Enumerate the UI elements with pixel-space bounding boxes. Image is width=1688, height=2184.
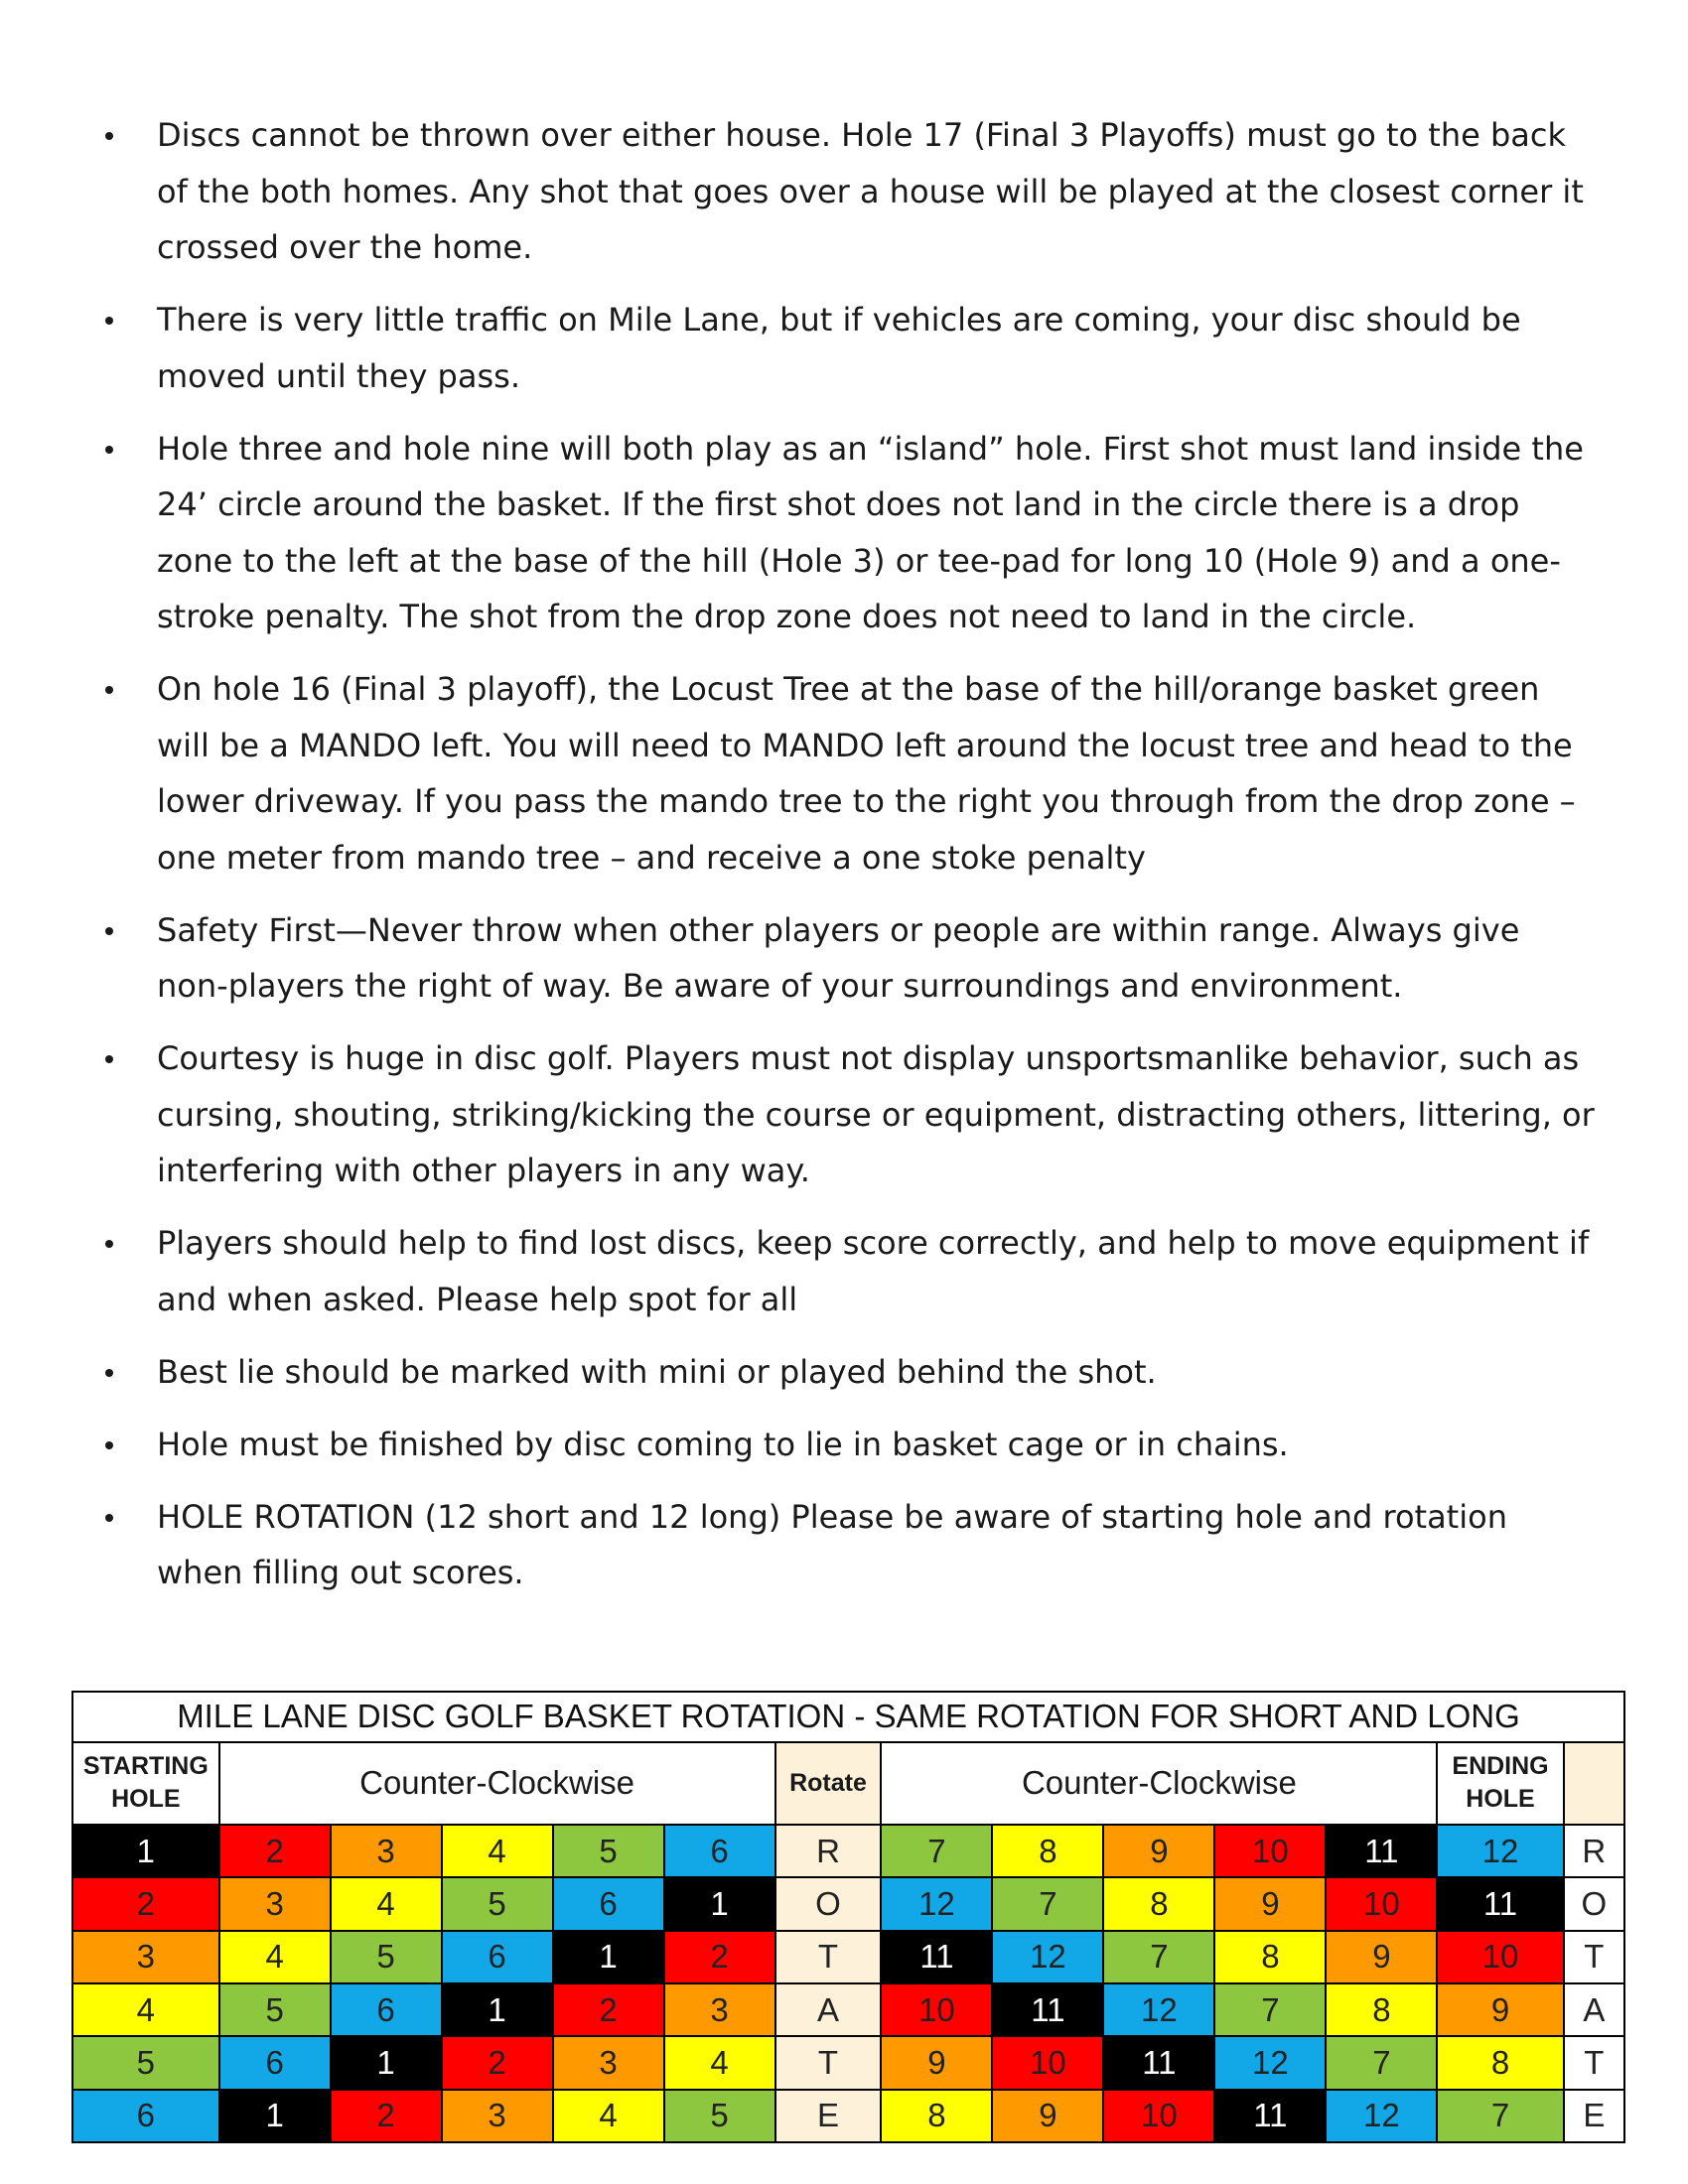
rule-text: Best lie should be marked with mini or played behind the shot. [157, 1352, 1157, 1391]
hole-cell: 12 [992, 1931, 1103, 1983]
basket-rotation-table [71, 1691, 1625, 2143]
hole-cell: 4 [219, 1931, 331, 1983]
hole-cell: 6 [72, 2090, 219, 2142]
hole-cell: 11 [1103, 2036, 1214, 2089]
hole-cell: 6 [331, 1983, 442, 2036]
hole-cell: 4 [664, 2036, 775, 2089]
ccw-header-left: Counter-Clockwise [219, 1742, 775, 1825]
hole-cell: 3 [72, 1931, 219, 1983]
hole-cell: 5 [219, 1983, 331, 2036]
rule-text: Courtesy is huge in disc golf. Players must not display unsportsmanlike behavior, such as cursing, shouting, striking/kicking the course or equipment, distracting others, littering, or interfering with other players in any way. [157, 1039, 1595, 1189]
hole-cell: 10 [1103, 2090, 1214, 2142]
rule-item [105, 1215, 1595, 1327]
hole-cell: 10 [1326, 1877, 1437, 1930]
hole-cell: 2 [219, 1825, 331, 1877]
starting-hole-header: STARTING HOLE [72, 1742, 219, 1825]
bullet-icon [105, 446, 113, 454]
hole-cell: 7 [881, 1825, 992, 1877]
rule-text: Safety First—Never throw when other players or people are within range. Always give non-players the right of way. Be aware of your surroundings and environment. [157, 910, 1520, 1005]
rule-text: There is very little traffic on Mile Lane, but if vehicles are coming, your disc should be moved until they pass. [157, 301, 1521, 395]
hole-cell: 2 [553, 1983, 664, 2036]
rule-item [105, 1344, 1595, 1401]
hole-cell: 11 [881, 1931, 992, 1983]
rule-item [105, 902, 1595, 1015]
table-title: MILE LANE DISC GOLF BASKET ROTATION - SAME ROTATION FOR SHORT AND LONG [72, 1692, 1624, 1742]
hole-cell: 9 [1326, 1931, 1437, 1983]
rotate-letter: T [775, 2036, 882, 2089]
hole-cell: 8 [1103, 1877, 1214, 1930]
bullet-icon [105, 1055, 113, 1063]
hole-cell: 2 [72, 1877, 219, 1930]
hole-cell: 8 [881, 2090, 992, 2142]
hole-cell: 7 [1103, 1931, 1214, 1983]
hole-cell: 5 [72, 2036, 219, 2089]
ccw-header-right: Counter-Clockwise [881, 1742, 1437, 1825]
hole-cell: 2 [664, 1931, 775, 1983]
hole-cell: 8 [1214, 1931, 1326, 1983]
hole-cell: 8 [1326, 1983, 1437, 2036]
hole-cell: 5 [331, 1931, 442, 1983]
hole-cell: 9 [992, 2090, 1103, 2142]
hole-cell: 1 [553, 1931, 664, 1983]
bullet-icon [105, 686, 113, 694]
rotate-letter: E [775, 2090, 882, 2142]
bullet-icon [105, 927, 113, 935]
hole-cell: 12 [1326, 2090, 1437, 2142]
rotate-header: Rotate [775, 1742, 882, 1825]
rule-text: Hole must be finished by disc coming to lie in basket cage or in chains. [157, 1425, 1289, 1463]
hole-cell: 6 [664, 1825, 775, 1877]
rotate-letter: R [775, 1825, 882, 1877]
hole-cell: 5 [664, 2090, 775, 2142]
rotate-letter-right: T [1564, 1931, 1624, 1983]
rule-item [105, 1489, 1595, 1601]
hole-cell: 2 [331, 2090, 442, 2142]
hole-cell: 12 [1103, 1983, 1214, 2036]
rule-item [105, 107, 1595, 276]
hole-cell: 1 [331, 2036, 442, 2089]
hole-cell: 12 [881, 1877, 992, 1930]
rules-list [105, 107, 1595, 1617]
rule-item [105, 292, 1595, 404]
rotate-letter: T [775, 1931, 882, 1983]
bullet-icon [105, 1240, 113, 1248]
rotation-row [72, 1825, 1624, 1877]
rotate-letter-right: A [1564, 1983, 1624, 2036]
rule-item [105, 421, 1595, 645]
rotate-letter: A [775, 1983, 882, 2036]
hole-cell: 4 [442, 1825, 553, 1877]
hole-cell: 11 [1214, 2090, 1326, 2142]
bullet-icon [105, 1441, 113, 1449]
hole-cell: 9 [1103, 1825, 1214, 1877]
hole-cell: 1 [664, 1877, 775, 1930]
hole-cell: 12 [1437, 1825, 1563, 1877]
hole-cell: 7 [1214, 1983, 1326, 2036]
hole-cell: 3 [219, 1877, 331, 1930]
rotation-row [72, 2036, 1624, 2089]
hole-cell: 10 [1214, 1825, 1326, 1877]
rule-text: HOLE ROTATION (12 short and 12 long) Please be aware of starting hole and rotation when filling out scores. [157, 1497, 1507, 1591]
hole-cell: 11 [1437, 1877, 1563, 1930]
hole-cell: 1 [72, 1825, 219, 1877]
rule-text: Players should help to find lost discs, keep score correctly, and help to move equipment if and when asked. Please help spot for all [157, 1224, 1590, 1318]
hole-cell: 1 [219, 2090, 331, 2142]
hole-cell: 6 [442, 1931, 553, 1983]
rule-item [105, 1417, 1595, 1473]
rotation-row [72, 2090, 1624, 2142]
rule-text: Hole three and hole nine will both play as an “island” hole. First shot must land inside the 24’ circle around the basket. If the first shot does not land in the circle there is a drop zone to the left at the base of the hill (Hole 3) or tee-pad for long 10 (Hole 9) and a one-stroke penalty. The shot from the drop zone does not need to land in the circle. [157, 429, 1584, 635]
hole-cell: 7 [1437, 2090, 1563, 2142]
bullet-icon [105, 132, 113, 140]
hole-cell: 8 [992, 1825, 1103, 1877]
hole-cell: 3 [664, 1983, 775, 2036]
hole-cell: 11 [1326, 1825, 1437, 1877]
rule-text: On hole 16 (Final 3 playoff), the Locust Tree at the base of the hill/orange basket green will be a MANDO left. You will need to MANDO left around the locust tree and head to the lower driveway. If you pass the mando tree to the right you through from the drop zone – one meter from mando tree – and receive a one stoke penalty [157, 670, 1576, 877]
rule-item [105, 661, 1595, 886]
hole-cell: 4 [331, 1877, 442, 1930]
rotate-letter-right: E [1564, 2090, 1624, 2142]
bullet-icon [105, 1369, 113, 1377]
rule-item [105, 1030, 1595, 1199]
hole-cell: 1 [442, 1983, 553, 2036]
hole-cell: 6 [553, 1877, 664, 1930]
hole-cell: 6 [219, 2036, 331, 2089]
hole-cell: 5 [553, 1825, 664, 1877]
hole-cell: 4 [553, 2090, 664, 2142]
hole-cell: 9 [1214, 1877, 1326, 1930]
bullet-icon [105, 317, 113, 325]
rotation-row [72, 1877, 1624, 1930]
hole-cell: 2 [442, 2036, 553, 2089]
hole-cell: 10 [992, 2036, 1103, 2089]
rotate-letter: O [775, 1877, 882, 1930]
hole-cell: 3 [331, 1825, 442, 1877]
rotation-row [72, 1931, 1624, 1983]
rotate-letter-right: R [1564, 1825, 1624, 1877]
ending-hole-header: ENDING HOLE [1437, 1742, 1563, 1825]
hole-cell: 9 [1437, 1983, 1563, 2036]
hole-cell: 9 [881, 2036, 992, 2089]
rotate-letter-right: T [1564, 2036, 1624, 2089]
hole-cell: 7 [1326, 2036, 1437, 2089]
hole-cell: 7 [992, 1877, 1103, 1930]
hole-cell: 8 [1437, 2036, 1563, 2089]
hole-cell: 10 [1437, 1931, 1563, 1983]
hole-cell: 3 [553, 2036, 664, 2089]
bullet-icon [105, 1514, 113, 1522]
hole-cell: 5 [442, 1877, 553, 1930]
hole-cell: 12 [1214, 2036, 1326, 2089]
hole-cell: 3 [442, 2090, 553, 2142]
hole-cell: 11 [992, 1983, 1103, 2036]
rotation-row [72, 1983, 1624, 2036]
rule-text: Discs cannot be thrown over either house. Hole 17 (Final 3 Playoffs) must go to the back of the both homes. Any shot that goes over a house will be played at the closest corner it crossed over the home. [157, 116, 1584, 266]
empty-header [1564, 1742, 1624, 1825]
hole-cell: 10 [881, 1983, 992, 2036]
hole-cell: 4 [72, 1983, 219, 2036]
rotate-letter-right: O [1564, 1877, 1624, 1930]
